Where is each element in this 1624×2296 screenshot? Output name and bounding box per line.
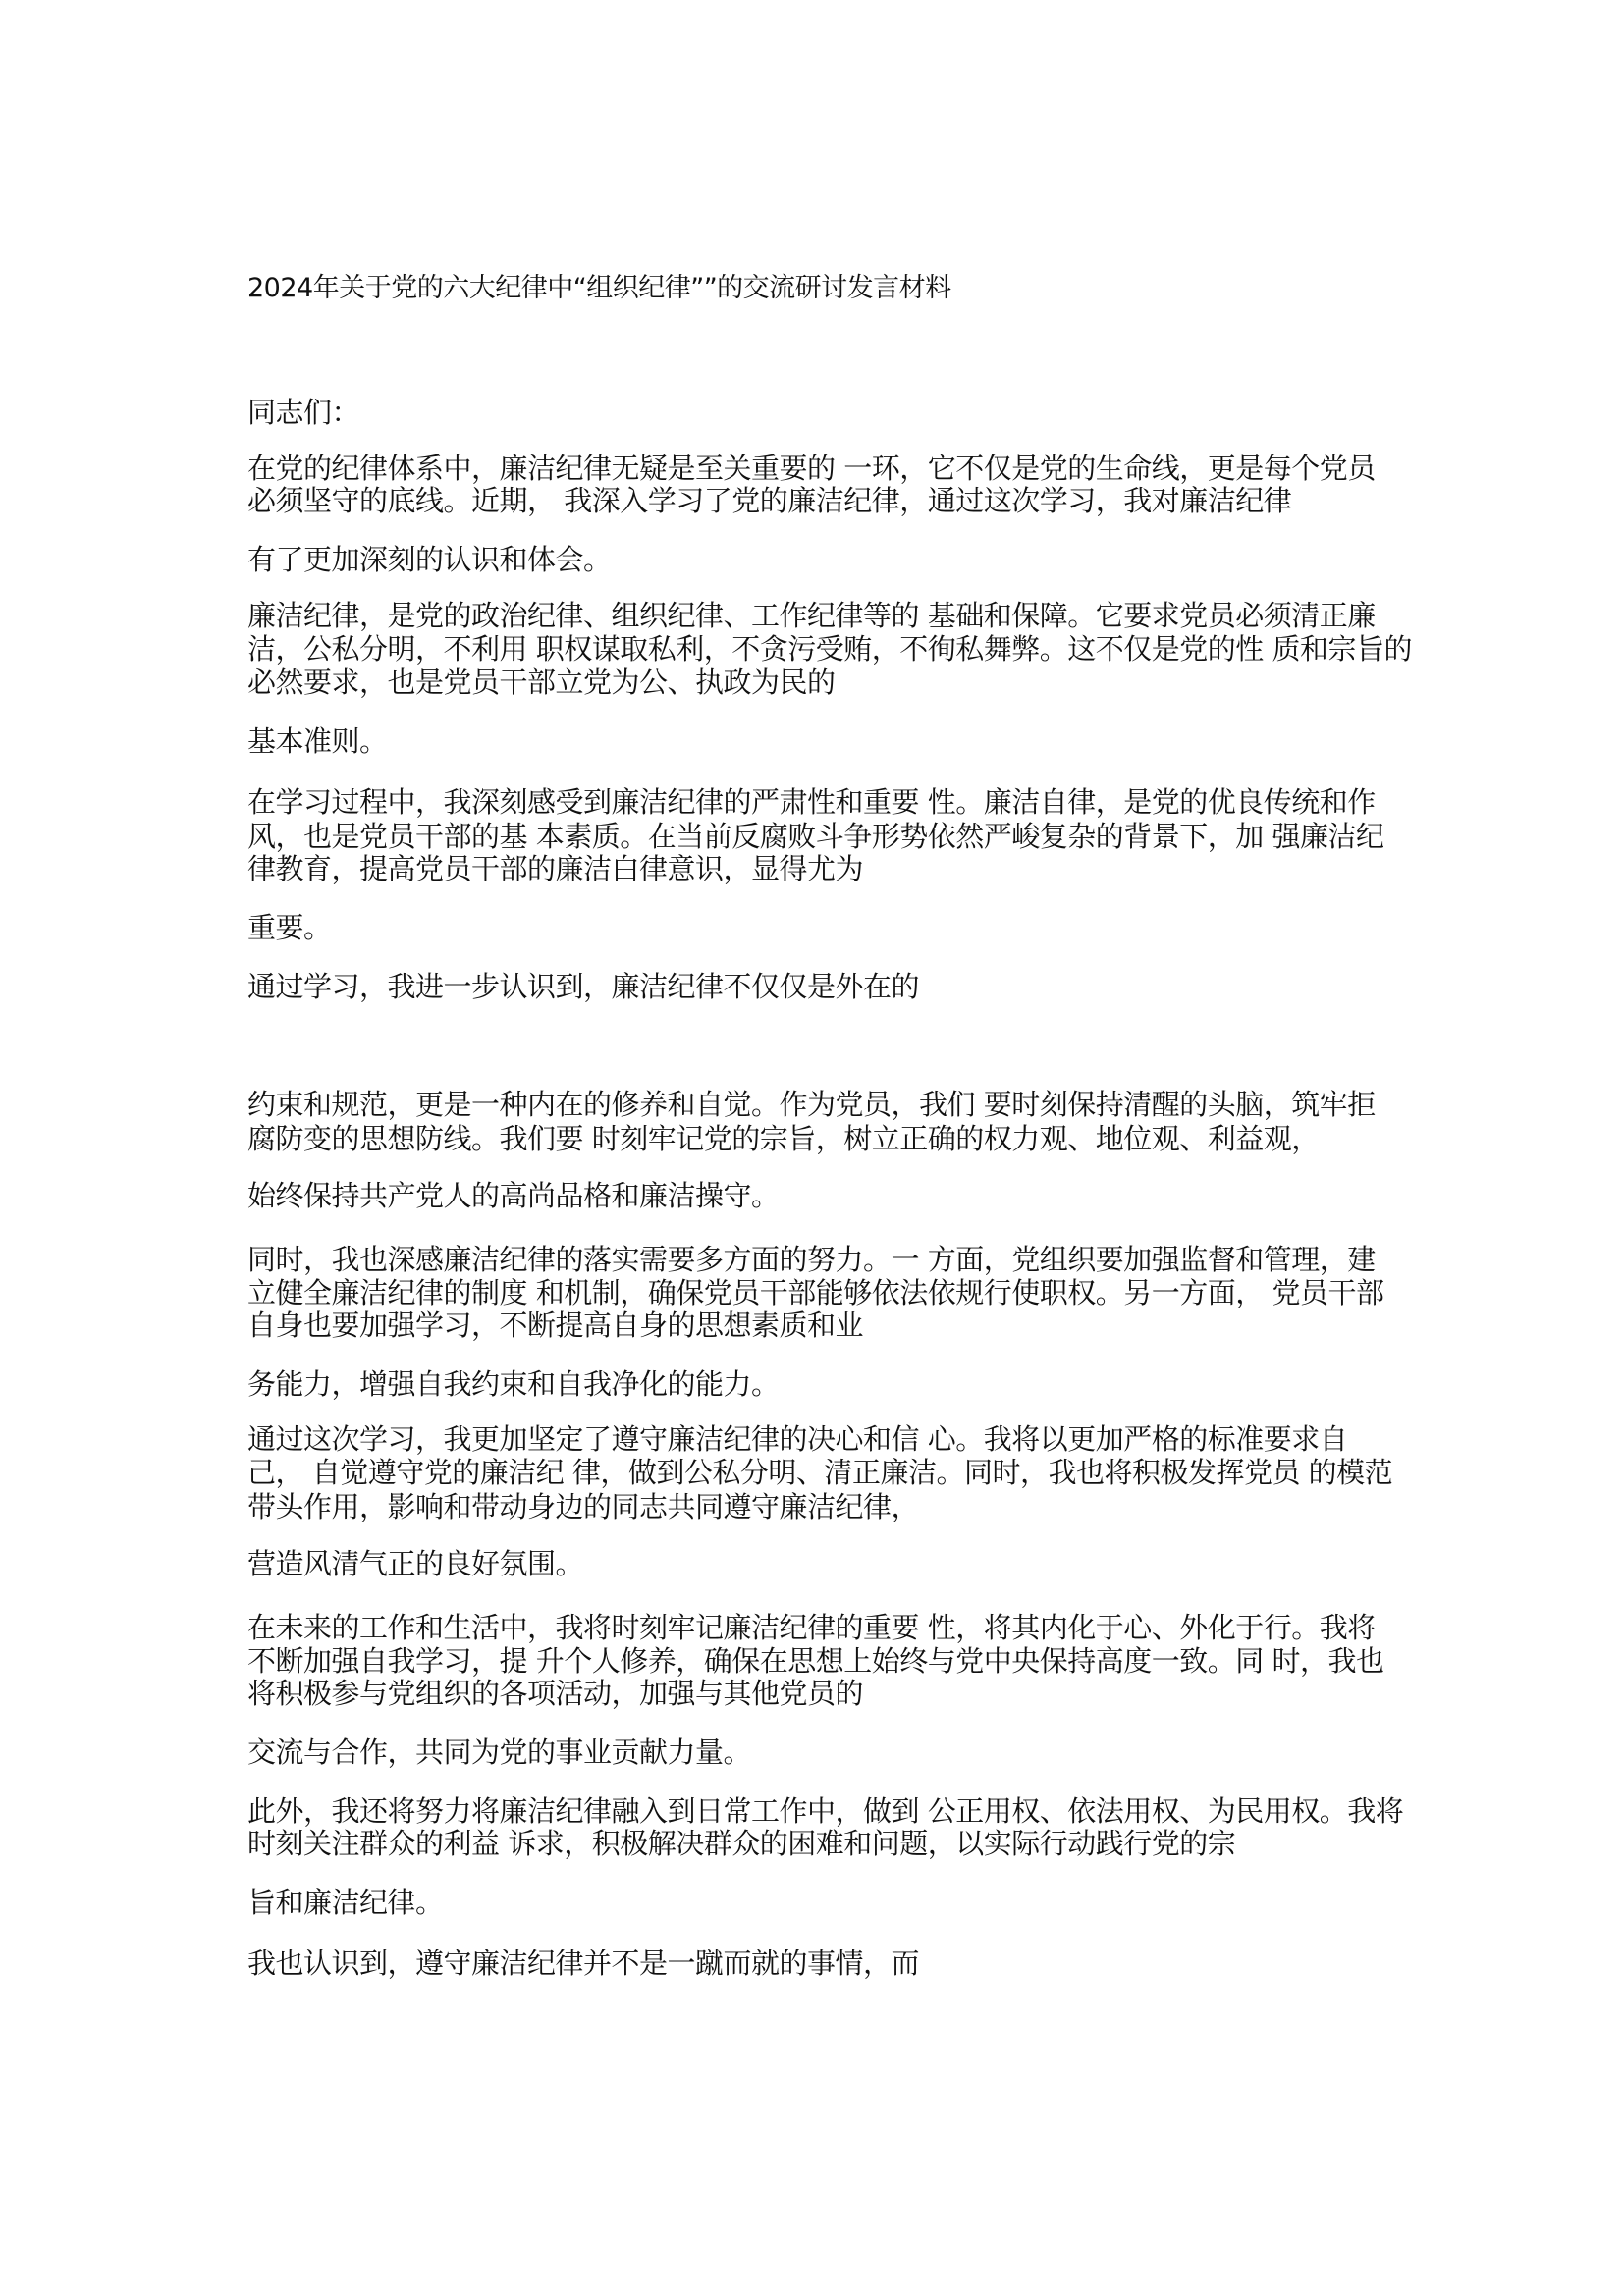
text-line: 重要。: [247, 911, 332, 944]
text-line: 基本准则。: [247, 724, 388, 758]
text-line: 通过这次学习，我更加坚定了遵守廉洁纪律的决心和信 心。我将以更加严格的标准要求自: [247, 1422, 1348, 1456]
text-line: 律教育，提高党员干部的廉洁白律意识，显得尤为: [247, 852, 864, 885]
text-line: 在党的纪律体系中，廉洁纪律无疑是至关重要的 一环，它不仅是党的生命线，更是每个党员: [247, 452, 1376, 485]
text-line: 约束和规范，更是一种内在的修养和自觉。作为党员，我们 要时刻保持清醒的头脑，筑牢拒: [247, 1088, 1376, 1121]
text-line: 同时，我也深感廉洁纪律的落实需要多方面的努力。一 方面，党组织要加强监督和管理，建: [247, 1243, 1376, 1276]
text-line: 有了更加深刻的认识和体会。: [247, 543, 612, 576]
text-line: 带头作用，影响和带动身边的同志共同遵守廉洁纪律，: [247, 1490, 920, 1523]
text-line: 我也认识到，遵守廉洁纪律并不是一蹴而就的事情，而: [247, 1947, 920, 1980]
text-line: 必然要求，也是党员干部立党为公、执政为民的: [247, 666, 836, 699]
text-line: 此外，我还将努力将廉洁纪律融入到日常工作中，做到 公正用权、依法用权、为民用权。我将: [247, 1794, 1404, 1828]
text-line: 务能力，增强自我约束和自我净化的能力。: [247, 1367, 780, 1401]
text-line: 交流与合作，共同为党的事业贡献力量。: [247, 1735, 752, 1769]
salutation: 同志们：: [247, 396, 360, 429]
text-line: 营造风清气正的良好氛围。: [247, 1547, 584, 1580]
text-line: 自身也要加强学习，不断提高自身的思想素质和业: [247, 1308, 864, 1342]
text-line: 始终保持共产党人的高尚品格和廉洁操守。: [247, 1179, 780, 1212]
document-title: 2024年关于党的六大纪律中“组织纪律””的交流研讨发言材料: [247, 273, 951, 303]
text-line: 廉洁纪律，是党的政治纪律、组织纪律、工作纪律等的 基础和保障。它要求党员必须清正廉: [247, 599, 1376, 632]
text-line: 不断加强自我学习，提 升个人修养，确保在思想上始终与党中央保持高度一致。同 时，我也: [247, 1644, 1384, 1678]
text-line: 己， 自觉遵守党的廉洁纪 律，做到公私分明、清正廉洁。同时，我也将积极发挥党员 的模范: [247, 1456, 1393, 1489]
text-line: 必须坚守的底线。近期， 我深入学习了党的廉洁纪律，通过这次学习，我对廉洁纪律: [247, 484, 1292, 517]
text-line: 旨和廉洁纪律。: [247, 1886, 444, 1919]
text-line: 腐防变的思想防线。我们要 时刻牢记党的宗旨，树立正确的权力观、地位观、利益观，: [247, 1122, 1320, 1155]
text-line: 在未来的工作和生活中，我将时刻牢记廉洁纪律的重要 性，将其内化于心、外化于行。我将: [247, 1611, 1376, 1644]
text-line: 风，也是党员干部的基 本素质。在当前反腐败斗争形势依然严峻复杂的背景下，加 强廉洁纪: [247, 820, 1384, 853]
text-line: 洁，公私分明，不利用 职权谋取私利，不贪污受贿，不徇私舞弊。这不仅是党的性 质和宗旨的: [247, 632, 1412, 666]
text-line: 在学习过程中，我深刻感受到廉洁纪律的严肃性和重要 性。廉洁自律，是党的优良传统和作: [247, 785, 1376, 819]
text-line: 立健全廉洁纪律的制度 和机制，确保党员干部能够依法依规行使职权。另一方面， 党员干部: [247, 1276, 1384, 1309]
text-line: 将积极参与党组织的各项活动，加强与其他党员的: [247, 1677, 864, 1710]
text-line: 时刻关注群众的利益 诉求，积极解决群众的困难和问题，以实际行动践行党的宗: [247, 1827, 1236, 1860]
text-line: 通过学习，我进一步认识到，廉洁纪律不仅仅是外在的: [247, 970, 920, 1003]
